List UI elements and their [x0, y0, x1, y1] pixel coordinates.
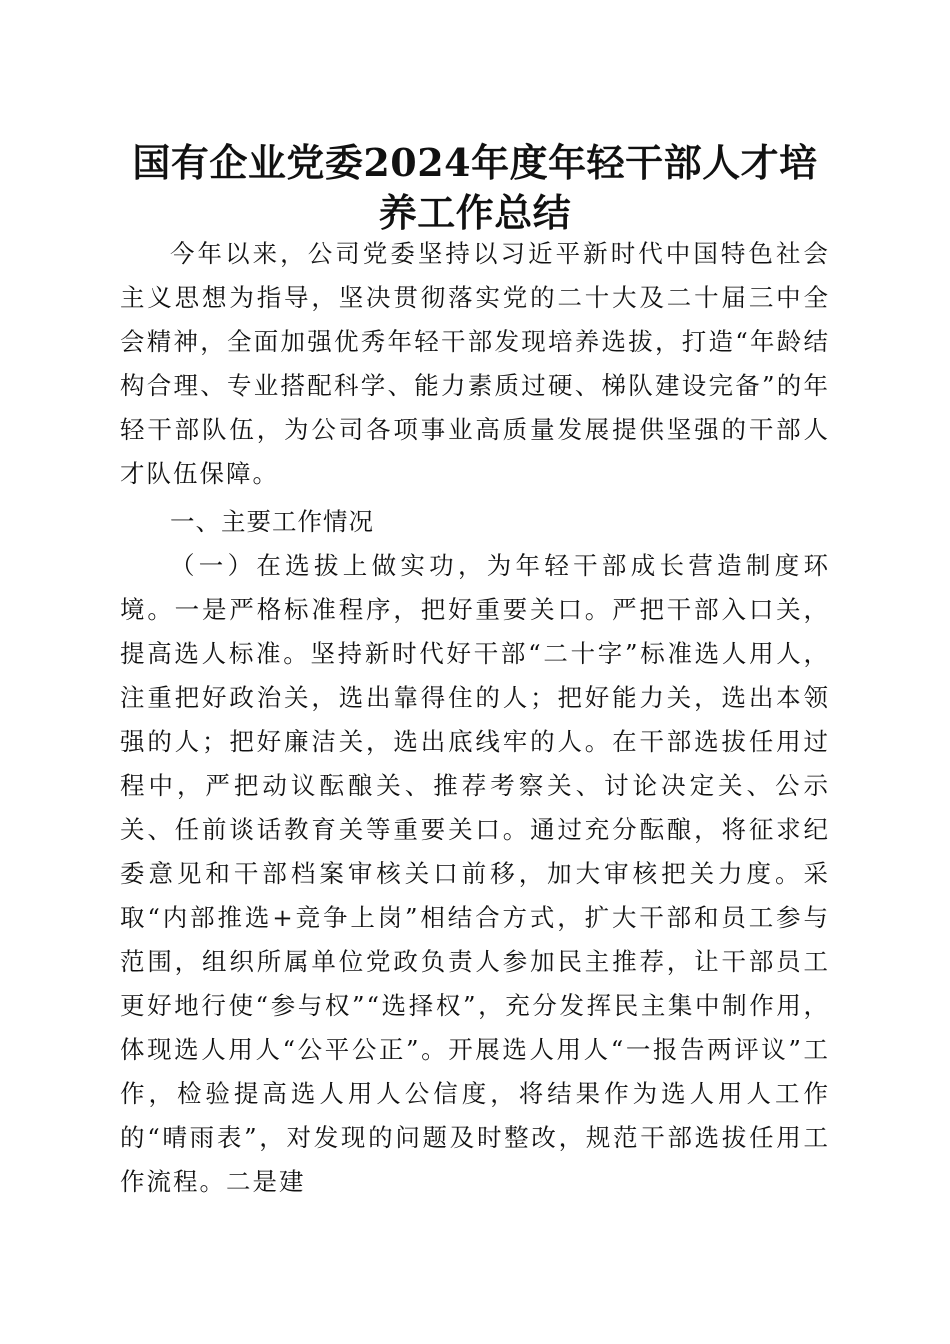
section-heading: 一、主要工作情况 [170, 507, 374, 536]
subsection-paragraph: （一）在选拔上做实功，为年轻干部成长营造制度环境。一是严格标准程序，把好重要关口。严把干部入口关，提高选人标准。坚持新时代好干部“二十字”标准选人用人，注重把好政治关，选出靠得住的人；把好能力关，选出本领强的人；把好廉洁关，选出底线牢的人。在干部选拔任用过程中，严把动议酝酿关、推荐考察关、讨论决定关、公示关、任前谈话教育关等重要关口。通过充分酝酿，将征求纪委意见和干部档案审核关口前移，加大审核把关力度。采取“内部推选+竞争上岗”相结合方式，扩大干部和员工参与范围，组织所属单位党政负责人参加民主推荐，让干部员工更好地行使“参与权”“选择权”，充分发挥民主集中制作用，体现选人用人“公平公正”。开展选人用人“一报告两评议”工作，检验提高选人用人公信度，将结果作为选人用人工作的“晴雨表”，对发现的问题及时整改，规范干部选拔任用工作流程。二是建 [120, 551, 830, 1196]
intro-paragraph: 今年以来，公司党委坚持以习近平新时代中国特色社会主义思想为指导，坚决贯彻落实党的二十大及二十届三中全会精神，全面加强优秀年轻干部发现培养选拔，打造“年龄结构合理、专业搭配科学、能力素质过硬、梯队建设完备”的年轻干部队伍，为公司各项事业高质量发展提供坚强的干部人才队伍保障。 [120, 239, 830, 488]
document-title: 国有企业党委2024年度年轻干部人才培养工作总结 [132, 140, 818, 235]
